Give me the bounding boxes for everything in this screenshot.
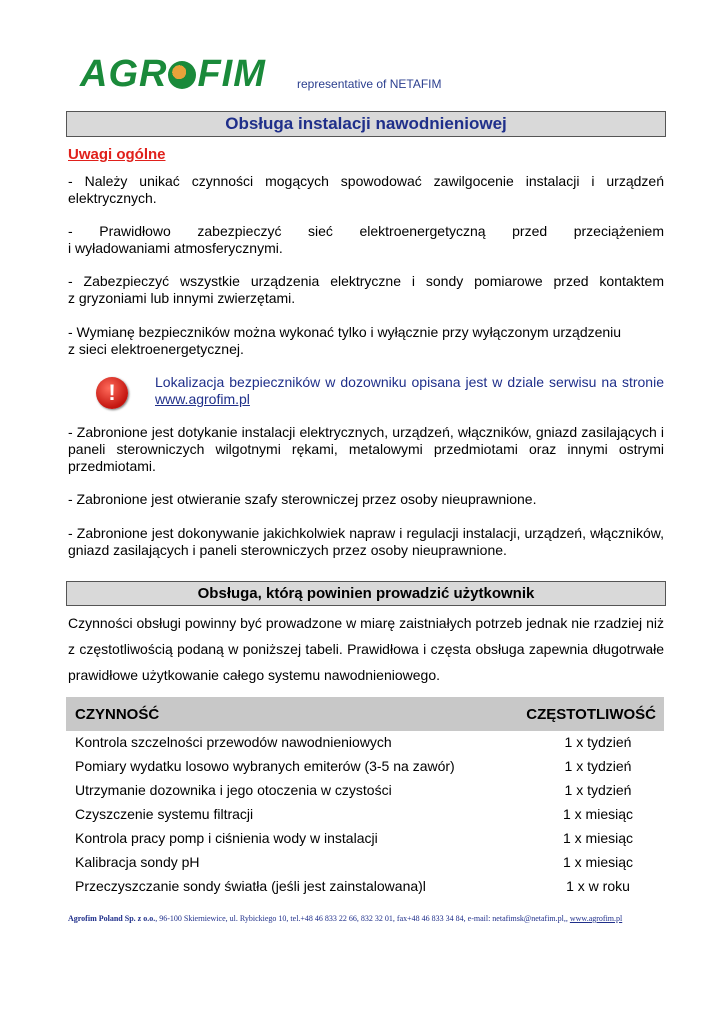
user-maintenance-heading: Obsługa, którą powinien prowadzić użytkownik [66,581,666,606]
paragraph-6: - Zabronione jest otwieranie szafy sterowniczej przez osoby nieuprawnione. [68,491,537,507]
table-row [66,754,664,778]
maintenance-table [66,730,664,898]
frequency-cell: 1 x w roku [566,878,630,894]
task-cell: Utrzymanie dozownika i jego otoczenia w czystości [75,782,392,798]
frequency-cell: 1 x tydzień [564,782,632,798]
paragraph-5: - Zabronione jest dotykanie instalacji elektrycznych, urządzeń, włączników, gniazd zasilających i paneli sterowniczych wilgotnymi rękami, metalowymi przedmiotami oraz innymi ostrymi przedmiotami. [68,424,664,474]
footer-link[interactable]: www.agrofim.pl [569,914,623,923]
table-header [66,697,664,731]
paragraph-2-line-1: - Prawidłowo zabezpieczyć sieć elektroenergetyczną przed przeciążeniem [68,223,664,239]
table-row [66,826,664,850]
note-text: Lokalizacja bezpieczników w dozowniku opisana jest w dziale serwisu na stronie [155,374,664,390]
task-cell: Kalibracja sondy pH [75,854,200,870]
frequency-cell: 1 x miesiąc [562,830,634,846]
task-cell: Czyszczenie systemu filtracji [75,806,254,822]
logo-text-part1: AGR [80,53,168,95]
column-header-frequency: CZĘSTOTLIWOŚĆ [526,706,656,723]
general-heading: Uwagi ogólne [68,146,166,163]
frequency-cell: 1 x tydzień [564,758,632,774]
task-cell: Przeczyszczanie sondy światła (jeśli jest zainstalowana)l [75,878,426,894]
table-row [66,850,664,874]
footer-address: , 96-100 Skierniewice, ul. Rybickiego 10, tel.+48 46 833 22 66, 832 32 01, fax+48 46 833 34 84, e-mail: netafimsk@netafim.pl,, [155,914,570,923]
table-row [66,802,664,826]
exclamation-warning-icon: ! [96,377,128,409]
fuse-location-note [155,374,664,408]
task-cell: Kontrola pracy pomp i ciśnienia wody w instalacji [75,830,378,846]
frequency-cell: 1 x miesiąc [562,854,634,870]
frequency-cell: 1 x miesiąc [562,806,634,822]
agrofim-link[interactable]: www.agrofim.pl [155,391,250,407]
paragraph-3-line-1: - Zabezpieczyć wszystkie urządzenia elektryczne i sondy pomiarowe przed kontaktem [68,273,664,289]
table-row [66,874,664,898]
column-header-task: CZYNNOŚĆ [75,706,160,723]
paragraph-2 [68,223,664,257]
paragraph-4-line-2: z sieci elektroenergetycznej. [68,341,244,357]
table-row [66,730,664,754]
paragraph-3 [68,273,664,307]
task-cell: Pomiary wydatku losowo wybranych emiterów (3-5 na zawór) [75,758,455,774]
paragraph-7: - Zabronione jest dokonywanie jakichkolwiek napraw i regulacji instalacji, urządzeń, włączników, gniazd zasilających i paneli sterowniczych przez osoby nieuprawnione. [68,525,664,558]
tagline: representative of NETAFIM [297,77,442,91]
user-maintenance-intro: Czynności obsługi powinny być prowadzone w miarę zaistniałych potrzeb jednak nie rzadziej niż z częstotliwością podaną w poniższej tabeli. Prawidłowa i częsta obsługa zapewnia długotrwałe prawidłowe użytkowanie całego systemu nawodnieniowego. [68,615,664,683]
paragraph-4-line-1: - Wymianę bezpieczników można wykonać tylko i wyłącznie przy wyłączonym urządzeniu [68,324,622,340]
logo-text-part2: FIM [197,53,266,95]
frequency-cell: 1 x tydzień [564,734,632,750]
paragraph-4 [68,324,664,358]
paragraph-1: - Należy unikać czynności mogących spowodować zawilgocenie instalacji i urządzeń elektrycznych. [68,173,664,206]
page-title: Obsługa instalacji nawodnieniowej [66,111,666,137]
logo-o-icon [168,61,196,89]
task-cell: Kontrola szczelności przewodów nawodnieniowych [75,734,392,750]
footer-company: Agrofim Poland Sp. z o.o. [68,914,156,923]
table-row [66,778,664,802]
paragraph-3-line-2: z gryzoniami lub innymi zwierzętami. [68,290,296,306]
footer [68,914,668,923]
paragraph-2-line-2: i wyładowaniami atmosferycznymi. [68,240,283,256]
